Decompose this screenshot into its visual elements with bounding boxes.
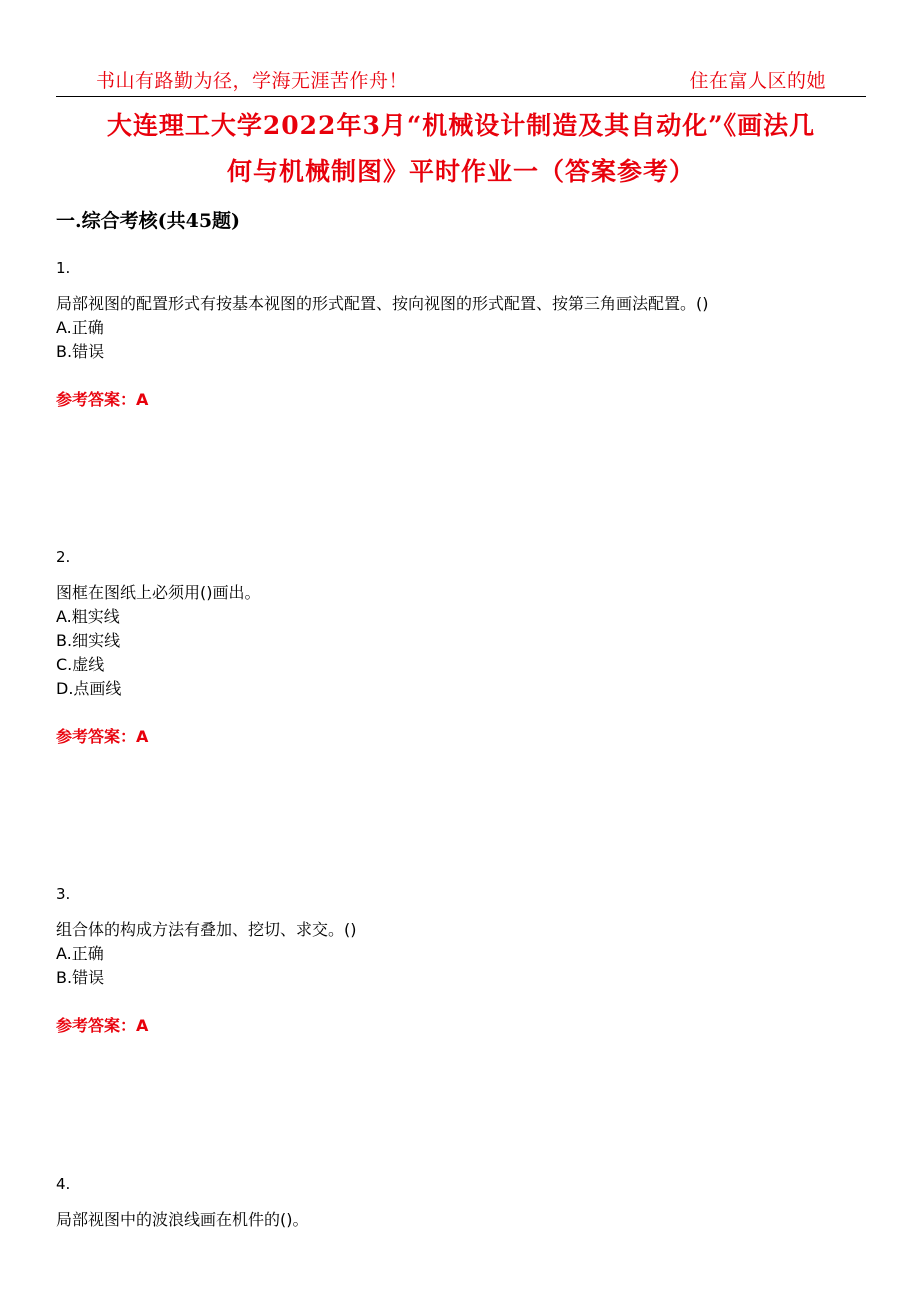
document-title — [56, 103, 866, 195]
option-b: B.细实线 — [56, 631, 121, 650]
question-text: 图框在图纸上必须用()画出。 — [56, 583, 261, 602]
reference-answer: 参考答案：A — [56, 1016, 149, 1035]
document-title-line-2: 何与机械制图》平时作业一（答案参考） — [226, 157, 695, 186]
option-d: D.点画线 — [56, 679, 122, 698]
header-motto-left: 书山有路勤为径，学海无涯苦作舟！ — [96, 70, 409, 92]
question-3 — [56, 884, 866, 1038]
question-4 — [56, 1174, 866, 1232]
question-text: 局部视图中的波浪线画在机件的()。 — [56, 1210, 309, 1229]
section-heading: 一.综合考核(共45题) — [56, 210, 241, 232]
question-2 — [56, 547, 866, 749]
question-number: 1. — [56, 259, 71, 277]
option-b: B.错误 — [56, 342, 105, 361]
question-number: 3. — [56, 885, 71, 903]
option-a: A.正确 — [56, 318, 104, 337]
option-a: A.粗实线 — [56, 607, 120, 626]
question-text: 局部视图的配置形式有按基本视图的形式配置、按向视图的形式配置、按第三角画法配置。() — [56, 294, 709, 313]
question-text: 组合体的构成方法有叠加、挖切、求交。() — [56, 920, 357, 939]
document-title-line-1: 大连理工大学2022年3月“机械设计制造及其自动化”《画法几 — [106, 111, 816, 140]
option-a: A.正确 — [56, 944, 104, 963]
option-c: C.虚线 — [56, 655, 105, 674]
question-number: 4. — [56, 1175, 71, 1193]
reference-answer: 参考答案：A — [56, 390, 149, 409]
question-number: 2. — [56, 548, 71, 566]
option-b: B.错误 — [56, 968, 105, 987]
header-motto-right: 住在富人区的她 — [689, 70, 826, 92]
question-1 — [56, 258, 866, 412]
page-header — [56, 64, 866, 97]
reference-answer: 参考答案：A — [56, 727, 149, 746]
